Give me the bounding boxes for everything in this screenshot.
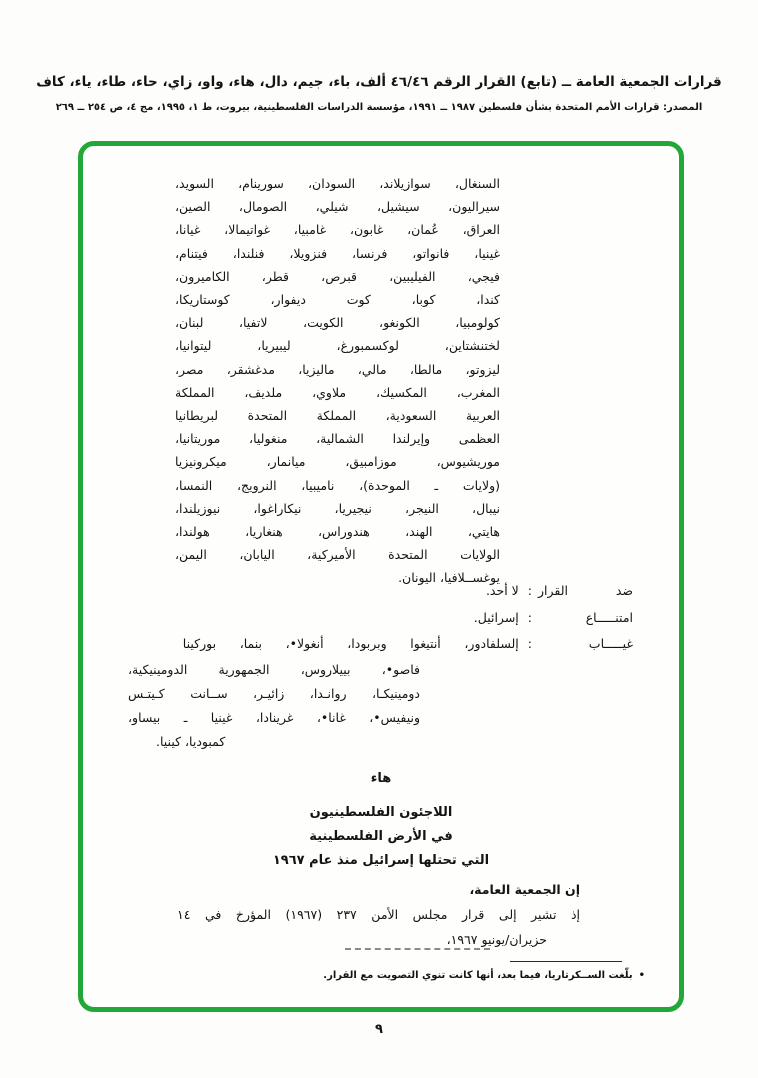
vote-absent-first-line: إلسلفادور، أنتيغوا وبربودا، أنغولا•، بنما، بوركينا (182, 636, 519, 651)
page-number: ٩ (375, 1022, 383, 1037)
favour-line: غينيا، فانواتو، فرنسا، فنزويلا، فنلندا، فيتنام، (175, 245, 500, 261)
footnote-separator (510, 961, 622, 962)
vote-absent-continuation (128, 658, 420, 754)
preamble-intro: إن الجمعية العامة، (469, 882, 580, 897)
vote-absent-row (183, 636, 633, 651)
favour-line: الولايات المتحدة الأميركية، اليابان، اليمن، (175, 547, 500, 563)
preamble-line-2: حزيران/يونيو ١٩٦٧، (446, 932, 547, 947)
favour-line: العربية السعودية، المملكة المتحدة لبريطانيا (175, 408, 500, 424)
absent-line: ونيفيس•، غانا•، غرينادا، غينيا ـ بيساو، (128, 709, 420, 725)
section-title (83, 801, 679, 873)
favour-line: يوغســلافيا، اليونان. (398, 570, 500, 586)
preamble-line-1: إذ تشير إلى قرار مجلس الأمن ٢٣٧ (١٩٦٧) المؤرخ في ١٤ (177, 907, 580, 922)
vote-absent-label: غيـــــاب (588, 636, 633, 651)
footnote-marker-icon: • (638, 970, 645, 981)
favour-line: سيراليون، سيشيل، شيلي، الصومال، الصين، (175, 199, 500, 215)
favour-line: المغرب، المكسيك، ملاوي، ملديف، المملكة (175, 384, 500, 400)
favour-line: (ولايات ـ الموحدة)، ناميبيا، النرويج، النمسا، (175, 477, 500, 493)
favour-line: العظمى وإيرلندا الشمالية، منغوليا، موريتانيا، (175, 431, 500, 447)
favour-line: هايتي، الهند، هندوراس، هنغاريا، هولندا، (175, 524, 500, 540)
absent-line: فاصو•، بييلاروس، الجمهورية الدومينيكية، (128, 662, 420, 677)
section-letter: هاء (370, 771, 392, 786)
section-title-line: اللاجئون الفلسطينيون (309, 805, 453, 820)
favour-line: فيجي، الفيليبين، قبرص، قطر، الكاميرون، (175, 268, 500, 284)
vote-colon: : (527, 583, 532, 598)
absent-line: دومينيكـا، روانـدا، زائيـر، ســانت كـيتـس (128, 685, 420, 701)
favour-line: العراق، عُمان، غابون، غامبيا، غواتيمالا، غيانا، (175, 222, 500, 238)
favour-line: كندا، كوبا، كوت ديفوار، كوستاريكا، (175, 292, 500, 308)
vote-abstain-value: إسرائيل. (473, 610, 519, 625)
vote-against-row (486, 583, 633, 598)
favour-line: موريشيوس، موزامبيق، ميانمار، ميكرونيزيا (175, 454, 500, 470)
absent-line: كمبوديا، كينيا. (156, 733, 226, 749)
content-box (78, 141, 684, 1012)
scan-dash-artifact (345, 948, 490, 950)
favour-line: كولومبيا، الكونغو، الكويت، لاتفيا، لبنان، (175, 315, 500, 331)
in-favour-country-list (175, 172, 500, 590)
favour-line: ليزوتو، مالطا، مالي، ماليزيا، مدغشقر، مصر، (175, 361, 500, 377)
favour-line: السنغال، سوازيلاند، السودان، سورينام، السويد، (175, 176, 500, 191)
vote-against-label: ضد القرار (538, 583, 633, 598)
footnote (323, 970, 645, 981)
page-header-source: المصدر: قرارات الأمم المتحدة بشأن فلسطين ١٩٨٧ ــ ١٩٩١، مؤسسة الدراسات الفلسطينية، بيروت، ط ١، ١٩٩٥، مج ٤، ص ٢٥٤ ــ ٢٦٩ (55, 102, 703, 113)
footnote-text: بلّغت الســكرتاريا، فيما بعد، أنها كانت تنوي التصويت مع القرار. (323, 970, 633, 981)
vote-against-value: لا أحد. (485, 583, 519, 598)
vote-abstain-row (474, 610, 633, 625)
vote-colon: : (527, 636, 532, 651)
favour-line: نيبال، النيجر، نيجيريا، نيكاراغوا، نيوزيلندا، (175, 500, 500, 516)
section-title-line: التي تحتلها إسرائيل منذ عام ١٩٦٧ (272, 853, 490, 868)
vote-colon: : (527, 610, 532, 625)
favour-line: لختنشتاين، لوكسمبورغ، ليبيريا، ليتوانيا، (175, 338, 500, 354)
section-title-line: في الأرض الفلسطينية (309, 829, 453, 844)
vote-abstain-label: امتنـــــاع (585, 610, 633, 625)
page-header-title: قرارات الجمعية العامة ــ (تابع) القرار الرقم ٤٦/٤٦ ألف، باء، جيم، دال، هاء، واو، زاي، حاء، طاء، ياء، كاف (36, 74, 722, 90)
